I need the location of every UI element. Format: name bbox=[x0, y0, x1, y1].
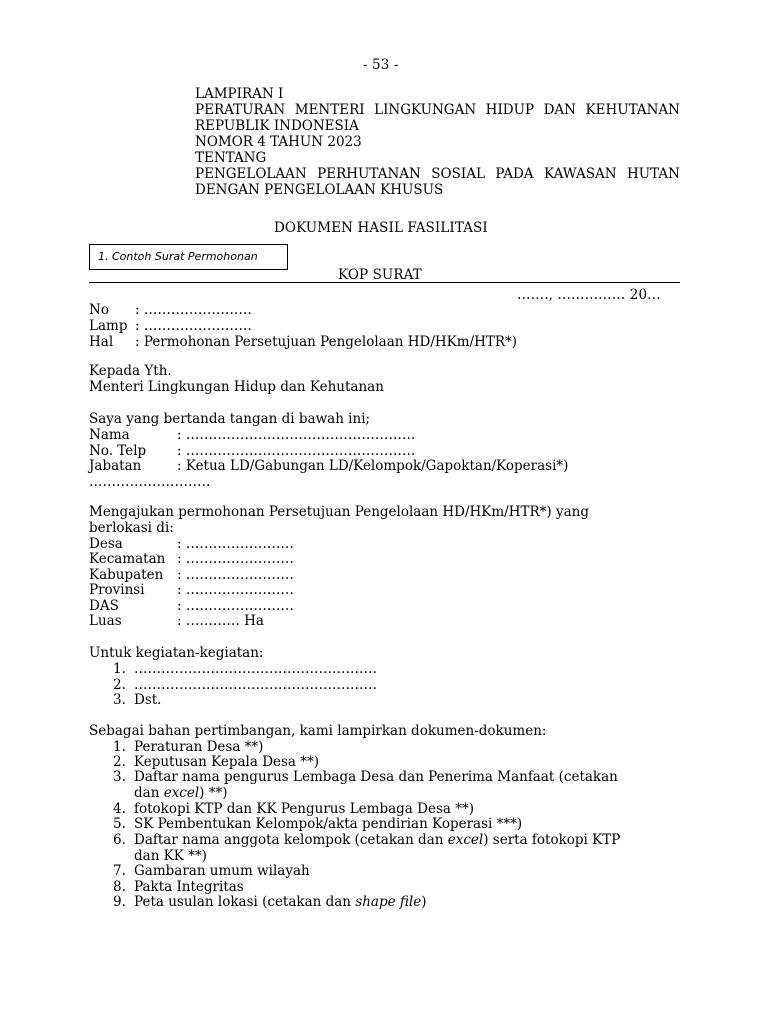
field-label: DAS bbox=[89, 598, 119, 614]
letterhead-divider bbox=[89, 282, 680, 283]
example-label-box: 1. Contoh Surat Permohonan bbox=[89, 244, 288, 270]
list-item: 3. Daftar nama pengurus Lembaga Desa dan Penerima Manfaat (cetakan bbox=[113, 769, 618, 785]
header-line: DENGAN PENGELOLAAN KHUSUS bbox=[195, 182, 444, 198]
field-label: Nama bbox=[89, 427, 130, 443]
meta-row bbox=[89, 302, 252, 318]
location-row bbox=[89, 536, 294, 552]
field-label: Kabupaten bbox=[89, 567, 164, 583]
list-item: 2. ……………………………………………… bbox=[113, 677, 377, 693]
field-label: Luas bbox=[89, 613, 122, 629]
date-line: ……., …………… 20… bbox=[517, 287, 661, 303]
regulation-header bbox=[195, 86, 680, 198]
field-value: : …………………… bbox=[177, 551, 294, 567]
list-item: 9. Peta usulan lokasi (cetakan dan shape file) bbox=[113, 894, 427, 910]
list-item: 4. fotokopi KTP dan KK Pengurus Lembaga Desa **) bbox=[113, 801, 474, 817]
field-label: Jabatan bbox=[89, 458, 142, 474]
field-value: : …………………… bbox=[177, 598, 294, 614]
applicant-row bbox=[89, 443, 415, 459]
list-item: 5. SK Pembentukan Kelompok/akta pendirian Koperasi ***) bbox=[113, 816, 523, 832]
applicant-row bbox=[89, 427, 415, 443]
location-row bbox=[89, 567, 294, 583]
list-item-continuation: dan KK **) bbox=[134, 848, 207, 864]
request-line: Mengajukan permohonan Persetujuan Pengelolaan HD/HKm/HTR*) yang bbox=[89, 504, 589, 520]
field-value: : …………………………………………… bbox=[177, 427, 416, 443]
meta-value: : Permohonan Persetujuan Pengelolaan HD/HKm/HTR*) bbox=[135, 334, 518, 350]
list-item: 6. Daftar nama anggota kelompok (cetakan dan excel) serta fotokopi KTP bbox=[113, 832, 621, 848]
header-line: LAMPIRAN I bbox=[195, 86, 284, 102]
meta-value: : …………………… bbox=[135, 318, 252, 334]
page-number: - 53 - bbox=[363, 57, 399, 73]
list-item: 7. Gambaran umum wilayah bbox=[113, 863, 310, 879]
field-label: Kecamatan bbox=[89, 551, 166, 567]
header-line: PENGELOLAAN PERHUTANAN SOSIAL PADA KAWASAN HUTAN bbox=[195, 166, 680, 182]
field-value: : Ketua LD/Gabungan LD/Kelompok/Gapoktan/Koperasi*) bbox=[177, 458, 569, 474]
list-item-continuation: dan excel) **) bbox=[134, 785, 228, 801]
field-value: : ………… Ha bbox=[177, 613, 264, 629]
field-value: : …………………… bbox=[177, 567, 294, 583]
letterhead-placeholder: KOP SURAT bbox=[338, 267, 422, 283]
field-value: : …………………… bbox=[177, 536, 294, 552]
list-item: 1. ……………………………………………… bbox=[113, 661, 377, 677]
attachments-intro: Sebagai bahan pertimbangan, kami lampirkan dokumen-dokumen: bbox=[89, 723, 547, 739]
jabatan-continuation: ……………………… bbox=[89, 474, 211, 490]
list-item: 2. Keputusan Kepala Desa **) bbox=[113, 754, 320, 770]
document-title: DOKUMEN HASIL FASILITASI bbox=[274, 220, 488, 236]
recipient-line: Menteri Lingkungan Hidup dan Kehutanan bbox=[89, 379, 384, 395]
meta-label: Hal bbox=[89, 334, 114, 350]
request-line: berlokasi di: bbox=[89, 520, 174, 536]
location-row bbox=[89, 551, 294, 567]
applicant-intro: Saya yang bertanda tangan di bawah ini; bbox=[89, 411, 371, 427]
header-line: PERATURAN MENTERI LINGKUNGAN HIDUP DAN KEHUTANAN bbox=[195, 102, 680, 118]
list-item: 1. Peraturan Desa **) bbox=[113, 739, 264, 755]
field-value: : …………………………………………… bbox=[177, 443, 416, 459]
location-row bbox=[89, 613, 264, 629]
meta-label: No bbox=[89, 302, 109, 318]
header-line: TENTANG bbox=[195, 150, 267, 166]
field-value: : …………………… bbox=[177, 582, 294, 598]
field-label: No. Telp bbox=[89, 443, 147, 459]
activities-intro: Untuk kegiatan-kegiatan: bbox=[89, 645, 264, 661]
field-label: Desa bbox=[89, 536, 123, 552]
meta-row bbox=[89, 318, 252, 334]
meta-value: : …………………… bbox=[135, 302, 252, 318]
applicant-row bbox=[89, 458, 568, 474]
header-line: REPUBLIK INDONESIA bbox=[195, 118, 359, 134]
field-label: Provinsi bbox=[89, 582, 145, 598]
meta-label: Lamp bbox=[89, 318, 128, 334]
header-line: NOMOR 4 TAHUN 2023 bbox=[195, 134, 362, 150]
meta-row bbox=[89, 334, 517, 350]
list-item: 3. Dst. bbox=[113, 692, 162, 708]
list-item: 8. Pakta Integritas bbox=[113, 879, 244, 895]
recipient-line: Kepada Yth. bbox=[89, 363, 172, 379]
location-row bbox=[89, 582, 294, 598]
location-row bbox=[89, 598, 294, 614]
